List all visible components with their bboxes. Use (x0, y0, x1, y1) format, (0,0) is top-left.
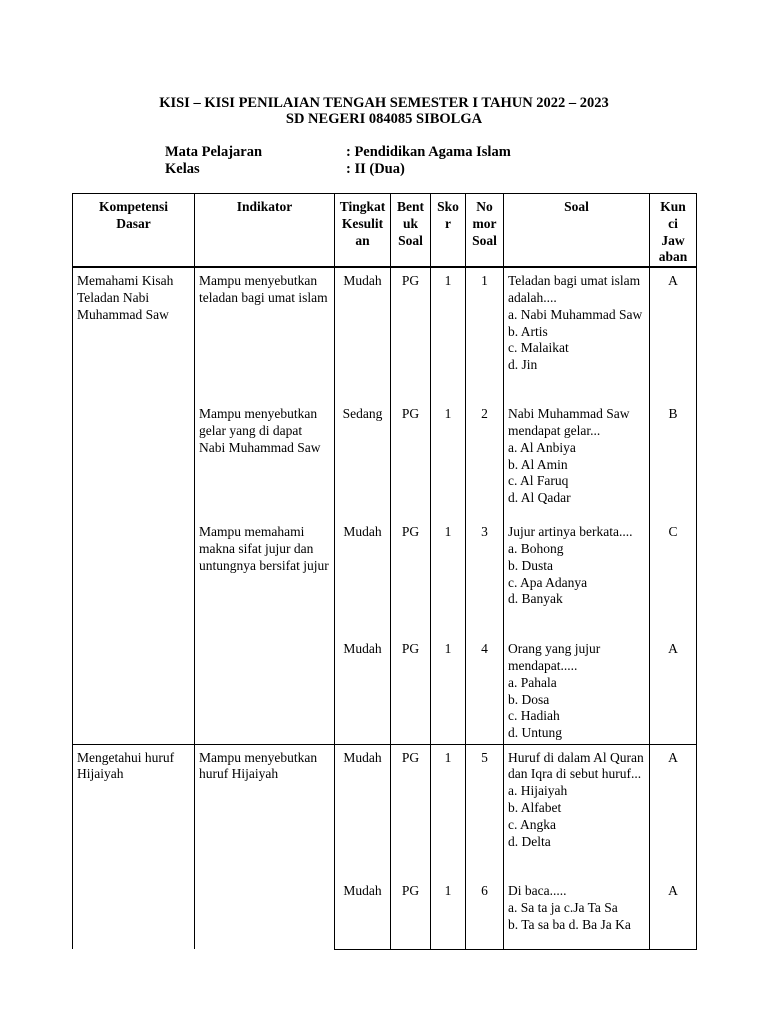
nomor-cell: 6 (466, 878, 504, 949)
answer-option: d. Al Qadar (508, 490, 571, 506)
answer-option: d. Untung (508, 725, 562, 741)
nomor-cell: 3 (466, 519, 504, 636)
answer-option: a. Hijaiyah (508, 783, 568, 799)
class-label: Kelas (165, 161, 200, 177)
tingkat-cell: Sedang (335, 401, 391, 519)
header-bentuk-soal: Bent uk Soal (391, 194, 431, 268)
nomor-cell: 2 (466, 401, 504, 519)
tingkat-cell: Mudah (335, 744, 391, 878)
tingkat-cell: Mudah (335, 878, 391, 949)
answer-option: b. Ta sa ba d. Ba Ja Ka (508, 916, 631, 932)
nomor-cell: 1 (466, 267, 504, 401)
tingkat-cell: Mudah (335, 519, 391, 636)
subject-label: Mata Pelajaran (165, 144, 263, 160)
skor-cell: 1 (431, 636, 466, 744)
answer-option: a. Nabi Muhammad Saw (508, 306, 643, 322)
answer-option: b. Al Amin (508, 456, 568, 472)
nomor-cell: 4 (466, 636, 504, 744)
header-indikator: Indikator (195, 194, 335, 268)
kunci-cell: A (650, 744, 697, 878)
answer-option: b. Dusta (508, 557, 553, 573)
subject-value: : Pendidikan Agama Islam (346, 144, 511, 160)
answer-option: c. Hadiah (508, 708, 560, 724)
question-text: Jujur artinya berkata.... (508, 524, 633, 540)
header-skor: Sko r (431, 194, 466, 268)
question-text: Huruf di dalam Al Quran dan Iqra di sebut huruf... (508, 749, 644, 782)
table-header-row (73, 194, 697, 268)
tingkat-cell: Mudah (335, 636, 391, 744)
soal-cell (504, 636, 650, 744)
indikator-cell: Mampu menyebutkan teladan bagi umat islam (195, 267, 335, 401)
soal-cell (504, 267, 650, 401)
answer-option: c. Al Faruq (508, 473, 569, 489)
bentuk-cell: PG (391, 267, 431, 401)
kunci-cell: C (650, 519, 697, 636)
soal-cell (504, 878, 650, 949)
skor-cell: 1 (431, 401, 466, 519)
answer-option: a. Sa ta ja c.Ja Ta Sa (508, 899, 618, 915)
header-kunci-jawaban: Kun ci Jaw aban (650, 194, 697, 268)
class-value: : II (Dua) (346, 161, 405, 177)
header-tingkat-kesulitan: Tingkat Kesulit an (335, 194, 391, 268)
answer-option: b. Dosa (508, 691, 550, 707)
bentuk-cell: PG (391, 636, 431, 744)
table-row (73, 744, 697, 878)
header-kompetensi-dasar: Kompetensi Dasar (73, 194, 195, 268)
bentuk-cell: PG (391, 878, 431, 949)
bentuk-cell: PG (391, 401, 431, 519)
answer-option: a. Pahala (508, 674, 557, 690)
skor-cell: 1 (431, 519, 466, 636)
bentuk-cell: PG (391, 744, 431, 878)
document-title: KISI – KISI PENILAIAN TENGAH SEMESTER I TAHUN 2022 – 2023 (159, 95, 609, 111)
answer-option: b. Alfabet (508, 800, 562, 816)
question-text: Di baca..... (508, 883, 567, 899)
kunci-cell: A (650, 636, 697, 744)
nomor-cell: 5 (466, 744, 504, 878)
header-soal: Soal (504, 194, 650, 268)
answer-option: a. Bohong (508, 540, 564, 556)
soal-cell (504, 744, 650, 878)
indikator-cell: Mampu menyebutkan gelar yang di dapat Nabi Muhammad Saw (195, 401, 335, 519)
kisi-kisi-table (72, 193, 697, 950)
soal-cell (504, 519, 650, 636)
answer-option: a. Al Anbiya (508, 439, 576, 455)
answer-option: b. Artis (508, 323, 548, 339)
question-text: Orang yang jujur mendapat..... (508, 641, 601, 673)
header-nomor-soal: No mor Soal (466, 194, 504, 268)
kunci-cell: A (650, 267, 697, 401)
skor-cell: 1 (431, 267, 466, 401)
kunci-cell: A (650, 878, 697, 949)
skor-cell: 1 (431, 878, 466, 949)
soal-cell (504, 401, 650, 519)
answer-option: d. Delta (508, 833, 551, 849)
tingkat-cell: Mudah (335, 267, 391, 401)
answer-option: d. Banyak (508, 591, 563, 607)
indikator-cell: Mampu memahami makna sifat jujur dan untungnya bersifat jujur (195, 519, 335, 744)
answer-option: c. Apa Adanya (508, 574, 588, 590)
kunci-cell: B (650, 401, 697, 519)
question-text: Teladan bagi umat islam adalah.... (508, 273, 641, 305)
school-name: SD NEGERI 084085 SIBOLGA (285, 111, 483, 127)
table-row (73, 267, 697, 401)
answer-option: c. Angka (508, 816, 556, 832)
question-text: Nabi Muhammad Saw mendapat gelar... (508, 406, 630, 438)
skor-cell: 1 (431, 744, 466, 878)
kd-cell: Memahami Kisah Teladan Nabi Muhammad Saw (73, 267, 195, 744)
bentuk-cell: PG (391, 519, 431, 636)
answer-option: d. Jin (508, 357, 538, 373)
indikator-cell: Mampu menyebutkan huruf Hijaiyah (195, 744, 335, 949)
answer-option: c. Malaikat (508, 340, 569, 356)
kd-cell: Mengetahui huruf Hijaiyah (73, 744, 195, 949)
